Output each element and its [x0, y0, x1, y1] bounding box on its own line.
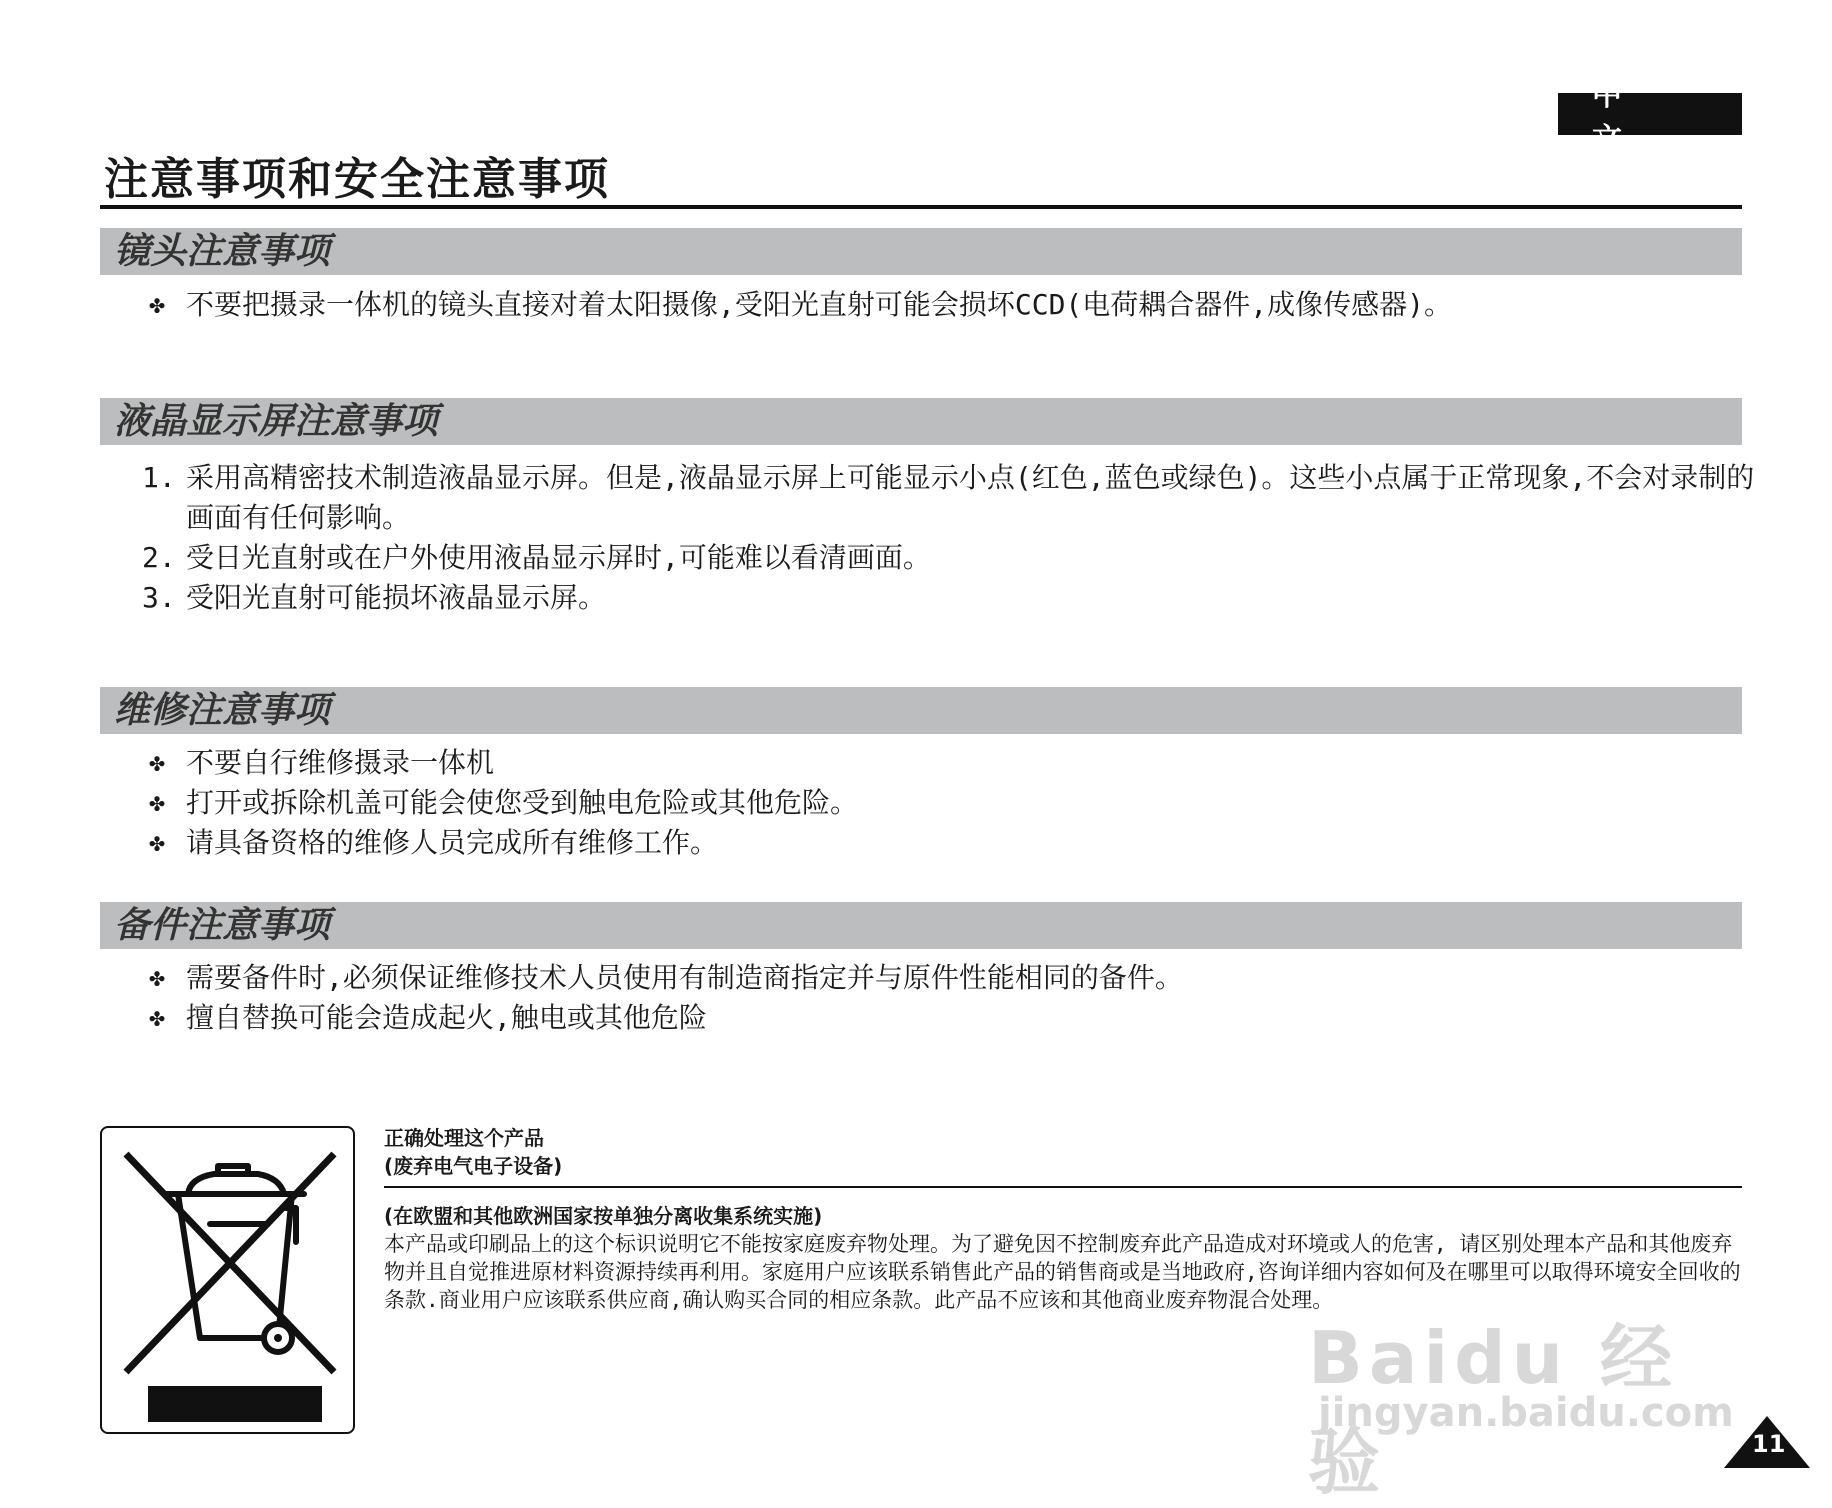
- language-badge: 中 文: [1558, 93, 1742, 135]
- list-item: [142, 538, 1756, 578]
- disposal-title-line2: (废弃电气电子设备): [384, 1154, 563, 1178]
- item-text: 不要把摄录一体机的镜头直接对着太阳摄像,受阳光直射可能会损坏CCD(电荷耦合器件,成像传感器)。: [186, 288, 1453, 321]
- item-text: 打开或拆除机盖可能会使您受到触电危险或其他危险。: [186, 786, 859, 819]
- list-item: [142, 823, 858, 863]
- list-item: [142, 458, 1756, 538]
- item-text: 受阳光直射可能损坏液晶显示屏。: [186, 581, 607, 614]
- list-item: [142, 783, 858, 823]
- item-number: 2.: [142, 541, 176, 574]
- disposal-notice: [384, 1124, 1742, 1314]
- weee-symbol-box: [100, 1126, 355, 1434]
- item-text: 需要备件时,必须保证维修技术人员使用有制造商指定并与原件性能相同的备件。: [186, 961, 1183, 994]
- bullet-icon: ✤: [149, 788, 165, 818]
- section-repair-header: [100, 687, 1742, 734]
- disposal-rule: [384, 1186, 1742, 1188]
- list-item: [142, 958, 1183, 998]
- crossed-out-bin-icon: [118, 1142, 342, 1382]
- bullet-icon: ✤: [149, 290, 165, 320]
- bullet-icon: ✤: [149, 963, 165, 993]
- item-text: 请具备资格的维修人员完成所有维修工作。: [186, 826, 719, 859]
- title-rule: [100, 205, 1742, 209]
- section-heading: 镜头注意事项: [114, 231, 331, 272]
- section-heading: 液晶显示屏注意事项: [114, 401, 439, 442]
- section-heading: 维修注意事项: [114, 690, 331, 731]
- disposal-body: 本产品或印刷品上的这个标识说明它不能按家庭废弃物处理。为了避免因不控制废弃此产品造成对环境或人的危害, 请区别处理本产品和其他废弃物并且自觉推进原材料资源持续再利用。家庭用户应该联系销售此产品的销售商或是当地政府,咨询详细内容如何及在哪里可以取得环境安全回收的条款.商业用户应该联系供应商,确认购买合同的相应条款。此产品不应该和其他商业废弃物混合处理。: [384, 1232, 1741, 1312]
- section-lens-header: [100, 228, 1742, 275]
- item-text: 采用高精密技术制造液晶显示屏。但是,液晶显示屏上可能显示小点(红色,蓝色或绿色)。这些小点属于正常现象,不会对录制的画面有任何影响。: [186, 461, 1755, 534]
- lcd-list: [142, 458, 1756, 618]
- section-lcd-header: [100, 398, 1742, 445]
- parts-list: [142, 958, 1183, 1038]
- page-number-marker: [1724, 1416, 1810, 1468]
- bullet-icon: ✤: [149, 1003, 165, 1033]
- list-item: [142, 743, 858, 783]
- bullet-icon: ✤: [149, 828, 165, 858]
- page-title: 注意事项和安全注意事项: [104, 154, 610, 205]
- black-bar: [148, 1386, 322, 1422]
- list-item: [142, 578, 1756, 618]
- watermark: [1308, 1300, 1748, 1504]
- item-text: 不要自行维修摄录一体机: [186, 746, 495, 779]
- bullet-icon: ✤: [149, 748, 165, 778]
- repair-list: [142, 743, 858, 863]
- page-number: 11: [1752, 1430, 1786, 1458]
- disposal-title-line1: 正确处理这个产品: [384, 1126, 544, 1150]
- item-text: 擅自替换可能会造成起火,触电或其他危险: [186, 1001, 707, 1034]
- item-number: 1.: [142, 461, 176, 494]
- lens-list: [142, 285, 1452, 325]
- list-item: [142, 998, 1183, 1038]
- disposal-subtitle: (在欧盟和其他欧洲国家按单独分离收集系统实施): [384, 1204, 823, 1228]
- section-heading: 备件注意事项: [114, 905, 331, 946]
- section-parts-header: [100, 902, 1742, 949]
- watermark-url: jingyan.baidu.com: [1318, 1390, 1734, 1436]
- watermark-brand: Baidu 经验: [1308, 1316, 1679, 1504]
- item-number: 3.: [142, 581, 176, 614]
- list-item: [142, 285, 1452, 325]
- item-text: 受日光直射或在户外使用液晶显示屏时,可能难以看清画面。: [186, 541, 931, 574]
